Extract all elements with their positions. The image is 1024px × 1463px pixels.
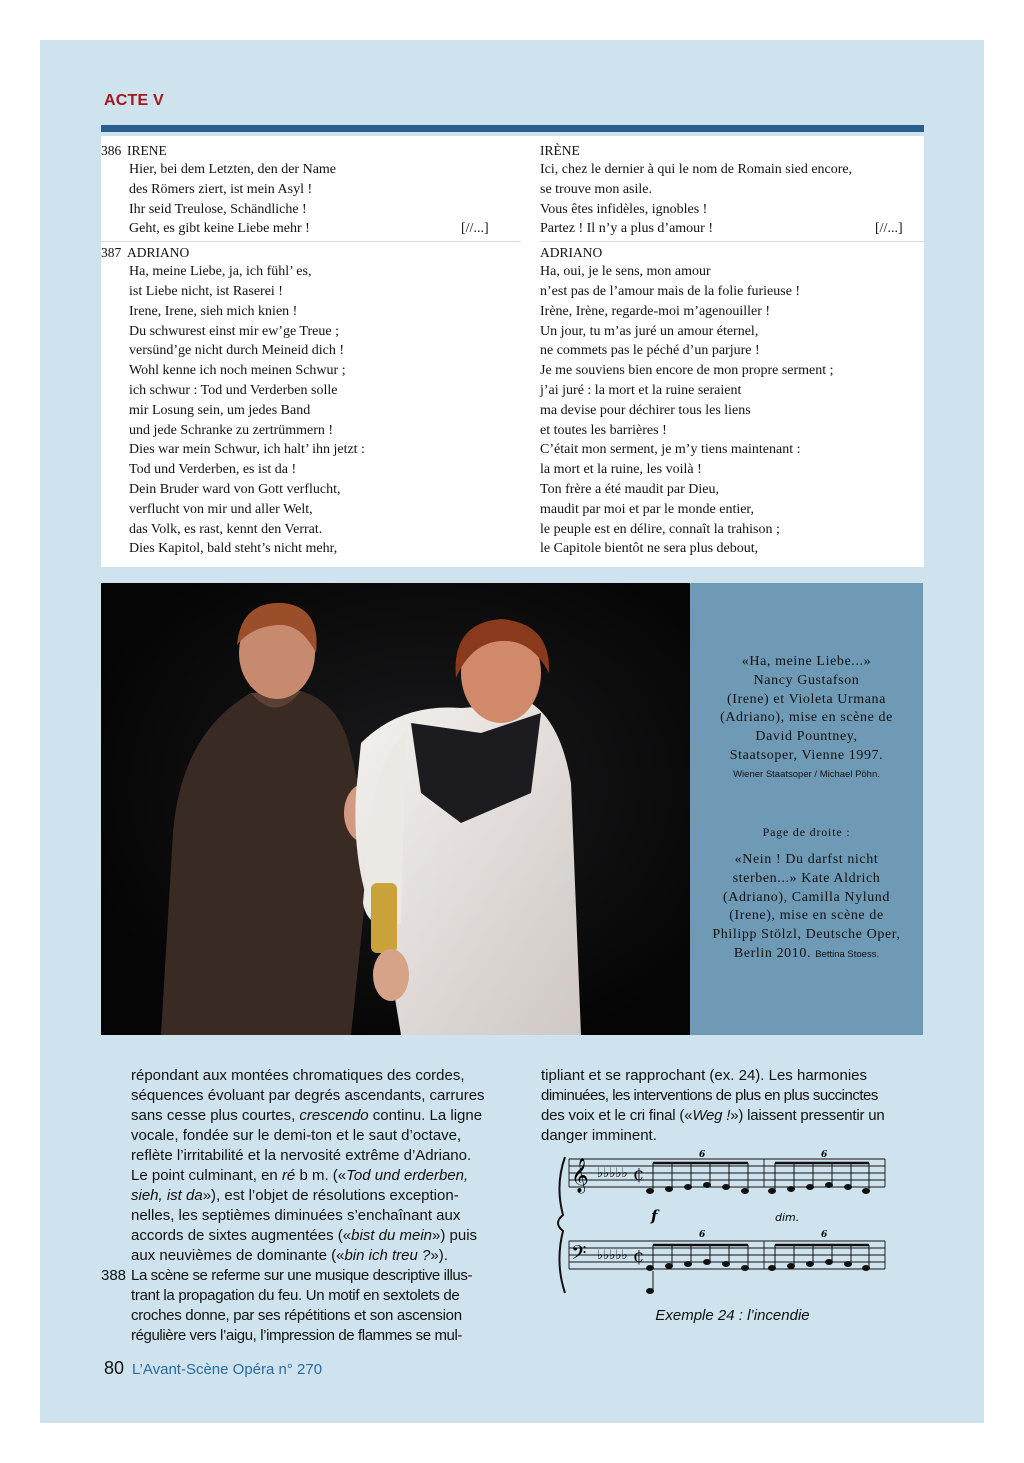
example-caption: Exemple 24 : l’incendie [655,1307,810,1324]
cut-marker: [//...] [461,221,489,237]
libretto-table [101,136,924,567]
text-line: reflète l’irritabilité et la nervosité extrême d’Adriano. [131,1147,472,1164]
verse-line: Vous êtes infidèles, ignobles ! [540,201,708,217]
italic-run: crescendo [299,1107,369,1124]
verse-line: ne commets pas le péché d’un parjure ! [540,343,760,359]
cut-time-icon: ¢ [633,1246,645,1267]
photo-credit: Bettina Stoess. [815,948,880,960]
verse-line: et toutes les barrières ! [540,422,667,438]
page-footer [104,1358,322,1379]
section-number: 386 [101,143,122,158]
commentary-right [541,1066,924,1146]
verse-line: Ha, oui, je le sens, mon amour [540,264,711,280]
caption-line [690,945,923,965]
verse-line: Dein Bruder ward von Gott verflucht, [129,481,341,497]
text-line [541,1106,924,1126]
verse-line: Geht, es gibt keine Liebe mehr ! [129,221,310,237]
speaker-heading [101,244,521,262]
section-number: 387 [101,245,122,261]
caption-line: sterben...» Kate Aldrich [732,870,881,886]
commentary-left [131,1066,511,1346]
text-line: répondant aux montées chromatiques des cordes, [131,1067,465,1084]
verse-line: Ihr seid Treulose, Schändliche ! [129,201,307,217]
verse-line: und jede Schranke zu zertrümmern ! [129,422,334,438]
text-run: ») laissent pressentir un [730,1107,885,1124]
verse-line: Du schwurest einst mir ew’ge Treue ; [129,323,339,339]
caption-line: (Adriano), Camilla Nylund [722,889,891,905]
tuplet-marker: 6 [821,1230,828,1240]
verse-line: des Römers ziert, ist mein Asyl ! [129,181,313,197]
speaker-name: IRENE [127,143,167,158]
caption-second [690,851,923,965]
speaker-name: ADRIANO [540,245,603,261]
verse-line: j’ai juré : la mort et la ruine seraient [540,382,742,398]
treble-notes [646,1163,870,1194]
libretto-german-column [101,142,521,559]
tuplet-marker: 6 [699,1230,706,1240]
verse-line: mir Losung sein, um jedes Band [129,402,311,418]
italic-run: Tod und erderben, [346,1167,469,1184]
text-line: tipliant et se rapprochant (ex. 24). Les harmonies [541,1067,868,1084]
verse-line: Tod und Verderben, es ist da ! [129,462,297,478]
verse-line: Dies war mein Schwur, ich halt’ ihn jetzt : [129,442,365,458]
caption-line: (Irene), mise en scène de [729,908,884,924]
text-run: Le point culminant, en [131,1167,282,1184]
verse-line: verflucht von mir und aller Welt, [129,501,313,517]
caption-line: «Ha, meine Liebe...» [741,654,872,669]
dynamic-diminuendo: dim. [775,1211,800,1224]
text-line [131,1226,511,1246]
verse-line: Irene, Irene, sieh mich knien ! [129,303,298,319]
verse-line: le Capitole bientôt ne sera plus debout, [540,541,759,557]
text-line: séquences évoluant par degrés ascendants, carrures [131,1087,485,1104]
verse-line: Partez ! Il n’y a plus d’amour ! [540,221,713,237]
page-number: 80 [104,1358,125,1378]
treble-clef-icon: 𝄞 [571,1158,589,1193]
text-run: ») puis [432,1227,478,1244]
bass-notes [646,1245,870,1294]
act-title: ACTE V [104,92,164,109]
verse-line: ich schwur : Tod und Verderben solle [129,382,338,398]
text-line: diminuées, les interventions de plus en plus succinctes [541,1087,878,1104]
text-run: »), est l’objet de résolutions exception- [202,1187,459,1204]
text-line: nelles, les septièmes diminuées s’enchaînant aux [131,1207,461,1224]
tuplet-marker: 6 [821,1150,828,1160]
verse-line: n’est pas de l’amour mais de la folie furieuse ! [540,283,801,299]
verse-line: Un jour, tu m’as juré un amour éternel, [540,323,759,339]
photo-caption [690,583,923,1035]
verse-line: Irène, Irène, regarde-moi m’agenouiller ! [540,303,771,319]
caption-line: Staatsoper, Vienne 1997. [729,747,884,763]
key-signature-flats-icon: ♭♭♭♭♭ [597,1248,628,1263]
verse-line: versünd’ge nicht durch Meineid dich ! [129,343,344,359]
speaker-name: IRÈNE [540,143,580,158]
caption-line: Nancy Gustafson [753,672,860,688]
header-rule [101,125,924,132]
italic-run: sieh, ist da [131,1187,203,1204]
verse-line: Je me souviens bien encore de mon propre serment ; [540,363,834,379]
caption-line: (Irene) et Violeta Urmana [727,691,886,707]
stage-photo [101,583,690,1035]
text-line: La scène se referme sur une musique descriptive illus- [131,1267,473,1284]
text-line: croches donne, par ses répétitions et son ascension [131,1307,462,1324]
verse-line: Wohl kenne ich noch meinen Schwur ; [129,363,346,379]
text-run: continu. La ligne [368,1107,483,1124]
stage-photo-illustration [101,583,690,1035]
italic-run: Weg ! [692,1107,731,1124]
cut-marker: [//...] [875,221,903,237]
text-line: vocale, fondée sur le demi-ton et le saut d’octave, [131,1127,462,1144]
cut-time-icon: ¢ [633,1164,645,1185]
caption-label: Page de droite : [762,825,851,839]
text-line [131,1106,511,1126]
verse-line: Dies Kapitol, bald steht’s nicht mehr, [129,541,338,557]
verse-line-with-cut [540,219,924,239]
caption-first [690,653,923,785]
text-line [131,1246,511,1266]
text-run: des voix et le cri final (« [541,1107,693,1124]
magazine-name: L’Avant-Scène Opéra n° 270 [132,1361,323,1378]
dynamic-forte: f [651,1207,658,1225]
text-run: b m. (« [295,1167,347,1184]
caption-line: Berlin 2010. [733,945,812,961]
verse-line: das Volk, es rast, kennt den Verrat. [129,521,323,537]
tuplet-marker: 6 [699,1150,706,1160]
text-run: sans cesse plus courtes, [131,1107,300,1124]
verse-line: maudit par moi et par le monde entier, [540,501,755,517]
speaker-name: ADRIANO [127,245,190,261]
text-run: accords de sixtes augmentées (« [131,1227,352,1244]
verse-line-with-cut [101,219,521,239]
italic-run: bin ich treu ? [344,1247,431,1264]
verse-line: ma devise pour déchirer tous les liens [540,402,751,418]
bass-clef-icon: 𝄢 [571,1241,587,1269]
key-signature-flats-icon: ♭♭♭♭♭ [597,1166,628,1181]
text-run: »). [430,1247,448,1264]
text-line [131,1166,511,1186]
verse-line: Ha, meine Liebe, ja, ich fühl’ es, [129,264,312,280]
italic-run: ré [281,1167,296,1184]
text-line: danger imminent. [541,1127,657,1144]
photo-credit: Wiener Staatsoper / Michael Pöhn. [733,768,880,780]
speaker-heading [101,142,521,160]
section-number: 388 [101,1267,127,1284]
text-line: trant la propagation du feu. Un motif en sextolets de [131,1287,460,1304]
music-score-example [553,1145,888,1305]
verse-line: la mort et la ruine, les voilà ! [540,462,702,478]
verse-line: ist Liebe nicht, ist Raserei ! [129,283,283,299]
verse-line: se trouve mon asile. [540,181,652,197]
verse-line: C’était mon serment, je m’y tiens maintenant : [540,442,801,458]
italic-run: bist du mein [351,1227,432,1244]
text-line [131,1186,511,1206]
caption-line: Philipp Stölzl, Deutsche Oper, [712,927,901,943]
caption-line: «Nein ! Du darfst nicht [734,852,879,867]
verse-line: Ton frère a été maudit par Dieu, [540,481,719,497]
verse-line: Hier, bei dem Letzten, den der Name [129,162,337,177]
verse-line: Ici, chez le dernier à qui le nom de Romain sied encore, [540,162,853,177]
caption-line: (Adriano), mise en scène de [720,710,893,726]
caption-line: David Pountney, [755,729,858,745]
verse-line: le peuple est en délire, connaît la trahison ; [540,521,780,537]
text-run: aux neuvièmes de dominante (« [131,1247,345,1264]
libretto-french-column [540,142,924,559]
text-line: régulière vers l’aigu, l’impression de flammes se mul- [131,1327,463,1344]
